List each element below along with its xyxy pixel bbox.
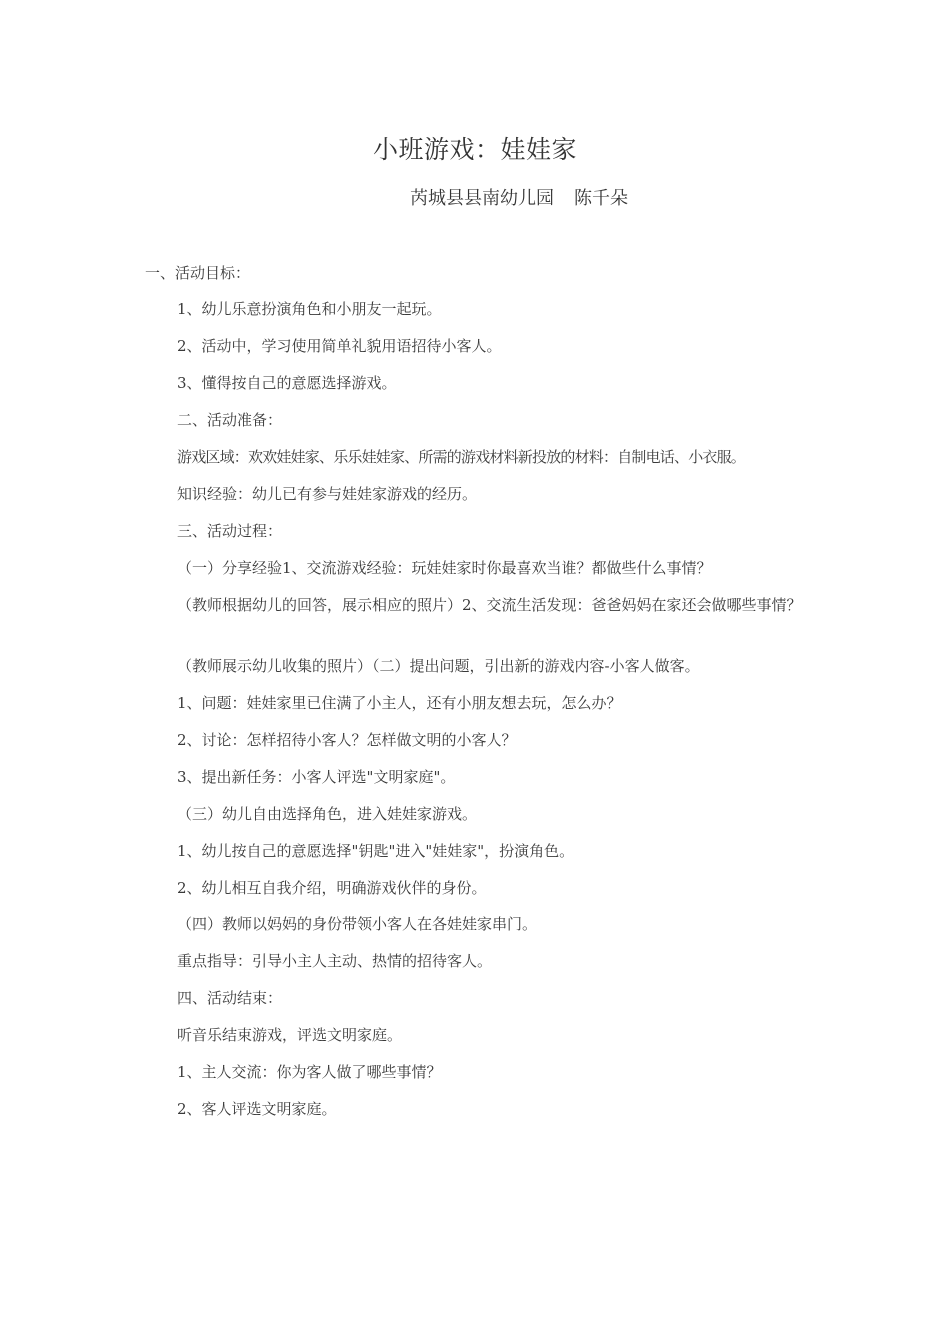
paragraph: 1、主人交流：你为客人做了哪些事情？ <box>177 1063 442 1081</box>
paragraph: 听音乐结束游戏，评选文明家庭。 <box>177 1026 403 1044</box>
paragraph: 2、活动中，学习使用简单礼貌用语招待小客人。 <box>177 337 502 355</box>
paragraph: 1、问题：娃娃家里已住满了小主人，还有小朋友想去玩，怎么办？ <box>177 694 622 712</box>
paragraph: 2、幼儿相互自我介绍，明确游戏伙伴的身份。 <box>177 879 487 897</box>
paragraph: （教师根据幼儿的回答，展示相应的照片）2、交流生活发现：爸爸妈妈在家还会做哪些事情？ <box>177 596 802 614</box>
paragraph: 1、幼儿按自己的意愿选择"钥匙"进入"娃娃家"，扮演角色。 <box>177 842 575 860</box>
paragraph: 重点指导：引导小主人主动、热情的招待客人。 <box>177 952 493 970</box>
paragraph: （四）教师以妈妈的身份带领小客人在各娃娃家串门。 <box>177 915 538 933</box>
paragraph: （教师展示幼儿收集的照片）（二）提出问题，引出新的游戏内容-小客人做客。 <box>177 657 700 675</box>
section-heading-ending: 四、活动结束： <box>177 989 283 1007</box>
paragraph: 3、提出新任务：小客人评选"文明家庭"。 <box>177 768 456 786</box>
author-organization: 芮城县县南幼儿园 <box>410 188 554 209</box>
section-heading-goals: 一、活动目标： <box>145 264 251 282</box>
paragraph: 游戏区域：欢欢娃娃家、乐乐娃娃家、所需的游戏材料新投放的材料：自制电话、小衣服。 <box>177 448 746 466</box>
paragraph: 知识经验：幼儿已有参与娃娃家游戏的经历。 <box>177 485 478 503</box>
document-author <box>410 186 628 212</box>
paragraph: （一）分享经验1、交流游戏经验：玩娃娃家时你最喜欢当谁？都做些什么事情？ <box>177 559 712 577</box>
paragraph: 2、客人评选文明家庭。 <box>177 1100 337 1118</box>
paragraph: 3、懂得按自己的意愿选择游戏。 <box>177 374 397 392</box>
paragraph: （三）幼儿自由选择角色，进入娃娃家游戏。 <box>177 805 478 823</box>
document-title: 小班游戏：娃娃家 <box>372 135 577 164</box>
paragraph: 1、幼儿乐意扮演角色和小朋友一起玩。 <box>177 300 442 318</box>
section-heading-preparation: 二、活动准备： <box>177 411 283 429</box>
author-name: 陈千朵 <box>574 188 628 209</box>
paragraph: 2、讨论：怎样招待小客人？怎样做文明的小客人？ <box>177 731 517 749</box>
section-heading-process: 三、活动过程： <box>177 522 283 540</box>
